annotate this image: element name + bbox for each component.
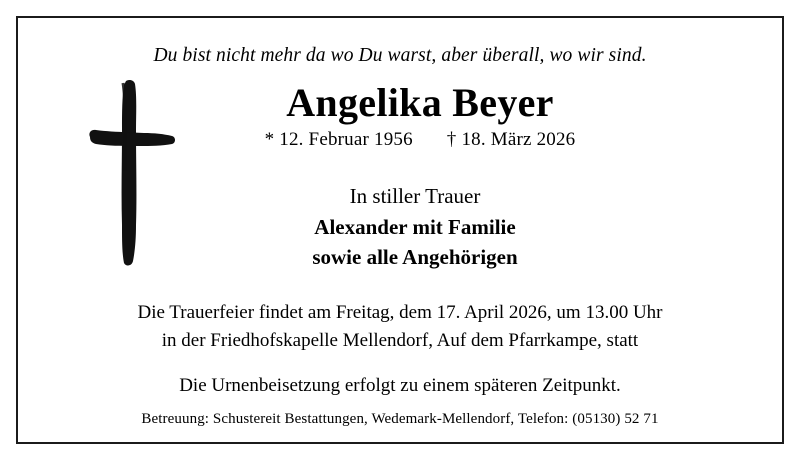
- funeral-home-footer: Betreuung: Schustereit Bestattungen, Wedemark-Mellendorf, Telefon: (05130) 52 71: [141, 411, 659, 427]
- mourning-relatives: sowie alle Angehörigen: [312, 245, 518, 270]
- motto-text: Du bist nicht mehr da wo Du warst, aber überall, wo wir sind.: [153, 45, 647, 66]
- death-date: † 18. März 2026: [446, 129, 576, 151]
- service-line-1: Die Trauerfeier findet am Freitag, dem 17. April 2026, um 13.00 Uhr: [137, 301, 663, 323]
- service-line-2: in der Friedhofskapelle Mellendorf, Auf dem Pfarrkampe, statt: [161, 330, 639, 352]
- cross-icon: [82, 75, 178, 275]
- notice-content: [18, 18, 782, 442]
- service-line-3: Die Urnenbeisetzung erfolgt zu einem späteren Zeitpunkt.: [179, 374, 621, 396]
- birth-date: * 12. Februar 1956: [264, 129, 413, 151]
- notice-border-frame: [16, 16, 784, 444]
- deceased-name: Angelika Beyer: [286, 80, 554, 126]
- service-details: [44, 299, 756, 401]
- name-block: [44, 80, 756, 151]
- mourning-intro: In stiller Trauer: [349, 184, 481, 209]
- mourning-family: Alexander mit Familie: [314, 214, 516, 239]
